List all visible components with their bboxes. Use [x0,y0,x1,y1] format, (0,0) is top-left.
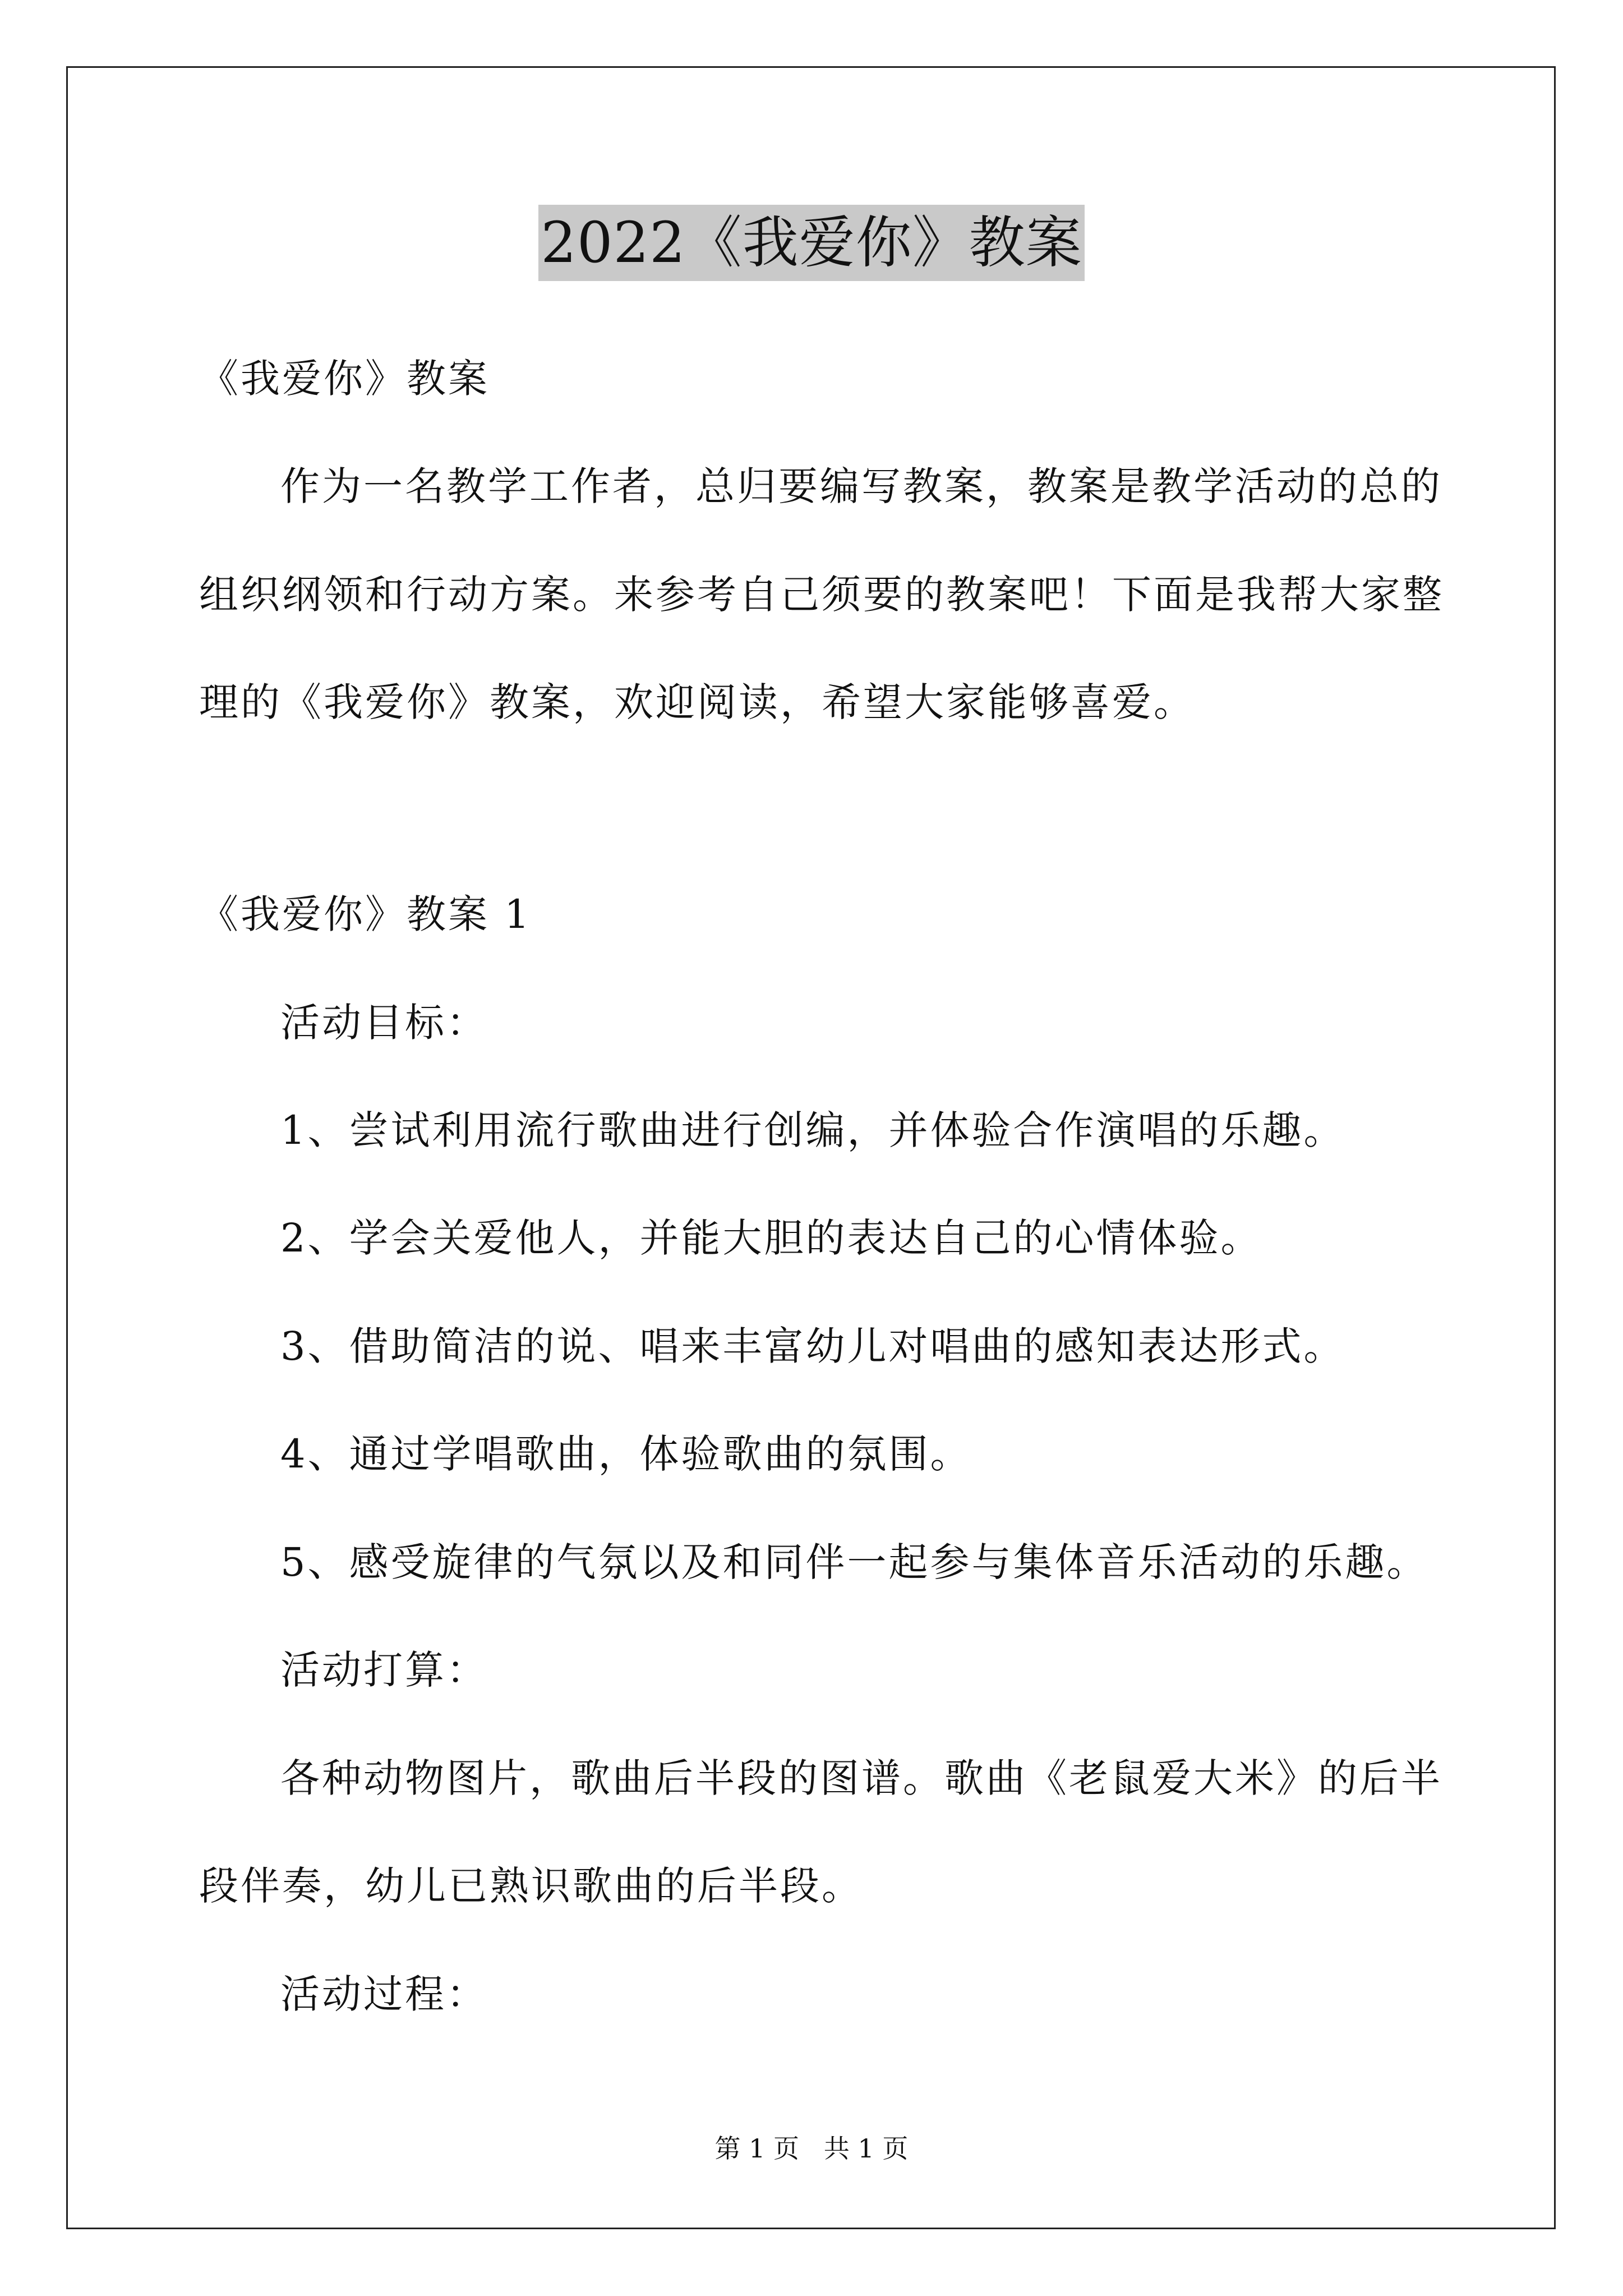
document-subtitle: 《我爱你》教案 [199,356,490,402]
prep-line-1: 各种动物图片，歌曲后半段的图谱。歌曲《老鼠爱大米》的后半 [280,1755,1442,1801]
goal-item-3: 3、借助简洁的说、唱来丰富幼儿对唱曲的感知表达形式。 [280,1323,1345,1369]
section-heading: 《我爱你》教案 1 [199,891,532,937]
goal-item-4: 4、通过学唱歌曲，体验歌曲的氛围。 [280,1431,972,1477]
goals-heading: 活动目标： [280,1000,488,1046]
process-heading: 活动过程： [280,1971,488,2017]
page-footer: 第 1 页 共 1 页 [714,2133,909,2164]
intro-line-1: 作为一名教学工作者，总归要编写教案，教案是教学活动的总的 [280,463,1442,509]
intro-line-3: 理的《我爱你》教案，欢迎阅读，希望大家能够喜爱。 [199,679,1195,725]
goal-item-1: 1、尝试利用流行歌曲进行创编，并体验合作演唱的乐趣。 [280,1107,1345,1153]
title-container [0,205,1623,281]
goal-item-2: 2、学会关爱他人，并能大胆的表达自己的心情体验。 [280,1215,1262,1261]
prep-heading: 活动打算： [280,1647,488,1693]
document-title: 2022《我爱你》教案 [538,205,1085,281]
goal-item-5: 5、感受旋律的气氛以及和同伴一起参与集体音乐活动的乐趣。 [280,1539,1428,1585]
intro-line-2: 组织纲领和行动方案。来参考自己须要的教案吧！下面是我帮大家整 [199,572,1444,618]
prep-line-2: 段伴奏，幼儿已熟识歌曲的后半段。 [199,1863,863,1909]
